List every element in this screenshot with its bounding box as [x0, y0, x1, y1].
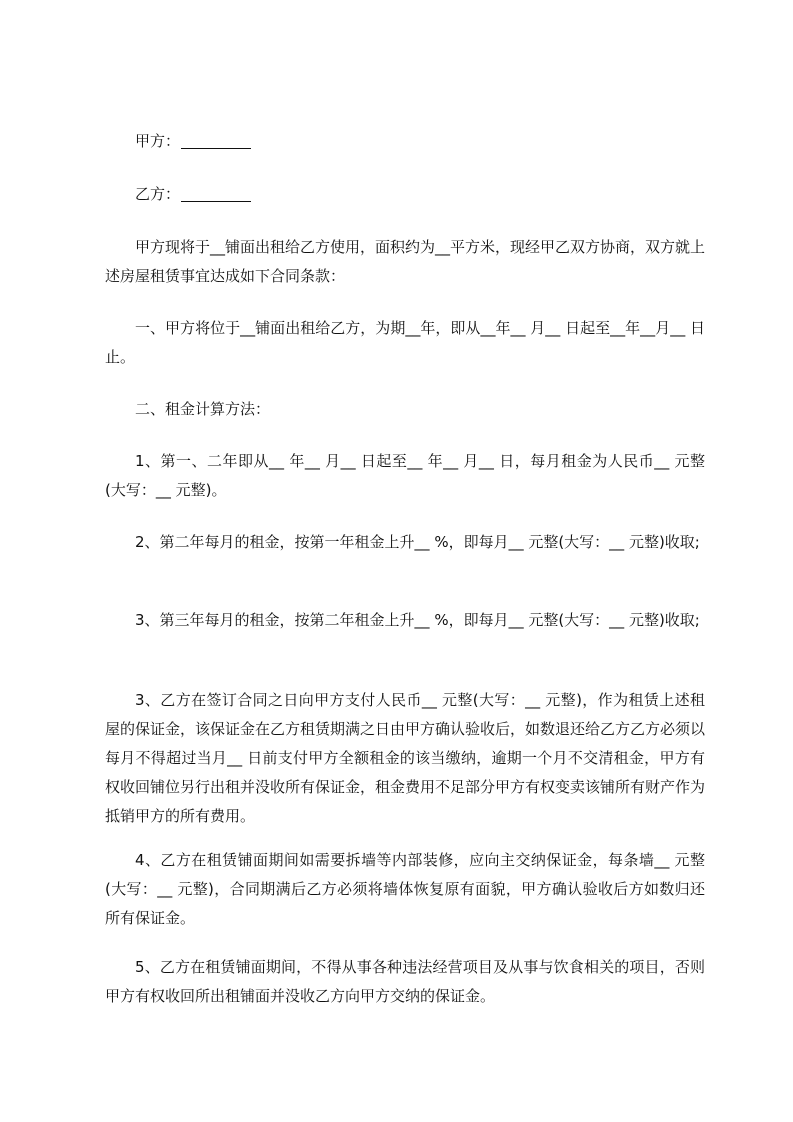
deposit-clause: 3、乙方在签订合同之日向甲方支付人民币__ 元整(大写：__ 元整)，作为租赁上述租屋的保证金，该保证金在乙方租赁期满之日由甲方确认验收后，如数退还给乙方乙方必须以每月不得超过当月__ 日前支付甲方全额租金的该当缴纳，逾期一个月不交清租金，甲方有权收回铺位另行出租并没收所有保证金，租金费用不足部分甲方有权变卖该铺所有财产作为抵销甲方的所有费用。: [105, 691, 706, 825]
rent-item-1: 1、第一、二年即从__ 年__ 月__ 日起至__ 年__ 月__ 日，每月租金为人民币__ 元整(大写：__ 元整)。: [105, 452, 705, 499]
party-b-label: 乙方：: [135, 185, 181, 203]
rent-item-2: 2、第二年每月的租金，按第一年租金上升__ %，即每月__ 元整(大写：__ 元整)收取;: [135, 533, 700, 551]
intro-paragraph: 甲方现将于__铺面出租给乙方使用，面积约为__平方米，现经甲乙双方协商，双方就上述房屋租赁事宜达成如下合同条款：: [105, 238, 706, 285]
party-a-label: 甲方：: [135, 132, 181, 150]
party-b-line: [105, 180, 705, 209]
clause-2-heading: 二、租金计算方法：: [135, 400, 271, 418]
prohibited-business-clause: 5、乙方在租赁铺面期间，不得从事各种违法经营项目及从事与饮食相关的项目，否则甲方有权收回所出租铺面并没收乙方向甲方交纳的保证金。: [105, 958, 705, 1005]
clause-1-paragraph: 一、甲方将位于__铺面出租给乙方，为期__年，即从__年__ 月__ 日起至__年__月__ 日止。: [105, 319, 705, 366]
rent-item-3: 3、第三年每月的租金，按第二年租金上升__ %，即每月__ 元整(大写：__ 元整)收取;: [135, 611, 700, 629]
party-a-line: [105, 127, 705, 156]
party-b-blank: [181, 185, 251, 202]
renovation-clause: 4、乙方在租赁铺面期间如需要拆墙等内部装修，应向主交纳保证金，每条墙__ 元整(大写：__ 元整)，合同期满后乙方必须将墙体恢复原有面貌，甲方确认验收后方如数归还所有保证金。: [105, 851, 705, 927]
party-a-blank: [181, 132, 251, 149]
